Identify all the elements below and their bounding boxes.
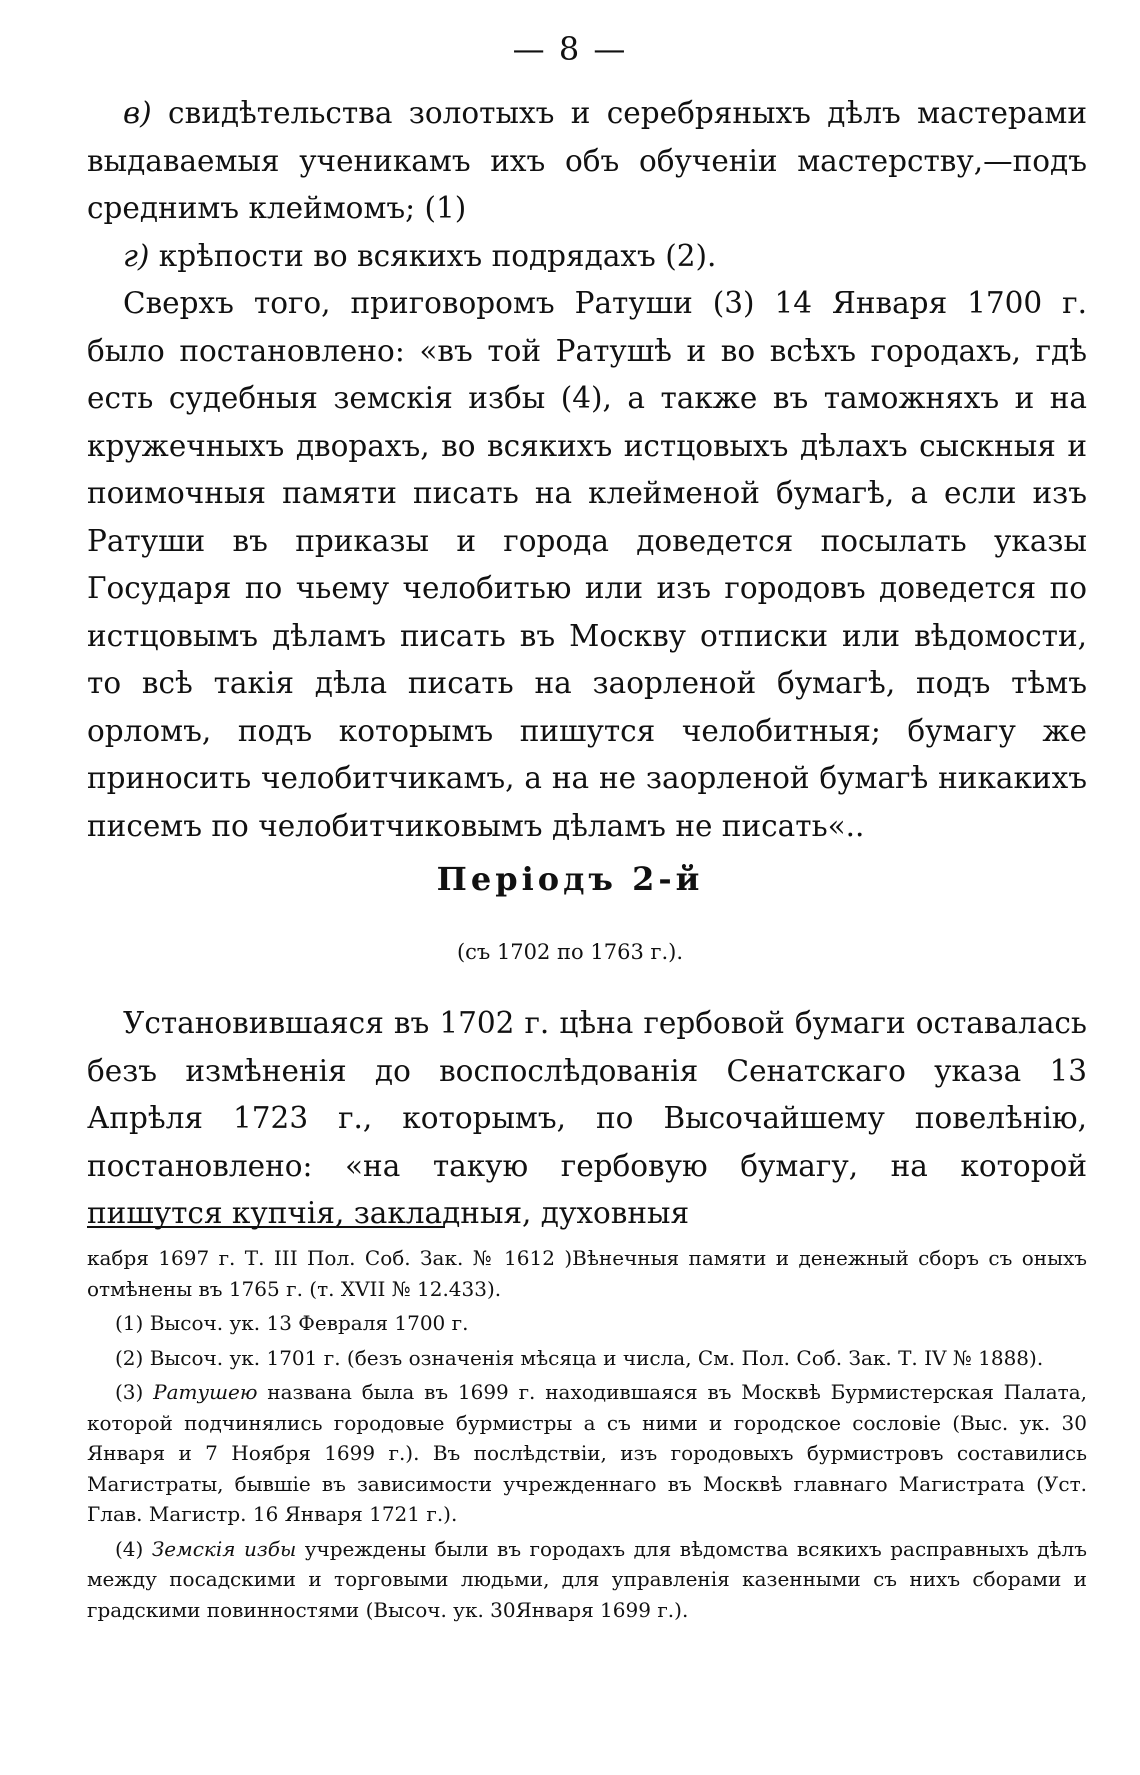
section-subheading: (съ 1702 по 1763 г.).: [456, 940, 684, 964]
section-heading: Періодъ 2-й: [436, 860, 704, 898]
footnote-divider: [87, 1226, 445, 1228]
footnote-1: (1) Высоч. ук. 13 Февраля 1700 г.: [115, 1311, 469, 1335]
paragraph-second: Установившаяся въ 1702 г. цѣна гербовой бумаги оставалась безъ измѣненія до воспослѣдованія Сенатскаго указа 13 Апрѣля 1723 г., которымъ, по Высочайшему повелѣнію, постановлено: «на такую гербовую бумагу, на которой пишутся купчія, закладныя, духовныя: [87, 1006, 1087, 1230]
footnote-continuation: кабря 1697 г. Т. III Пол. Соб. Зак. № 1612 )Вѣнечныя памяти и денежный сборъ съ оныхъ отмѣнены въ 1765 г. (т. XVII № 12.433).: [87, 1246, 1087, 1301]
footnotes: [87, 1243, 1087, 1629]
main-text-top: [87, 90, 1087, 850]
page-number: — 8 —: [512, 30, 628, 68]
footnote-4-number: (4): [115, 1536, 144, 1561]
paragraph-ratusha: Сверхъ того, приговоромъ Ратуши (3) 14 Января 1700 г. было постановлено: «въ той Ратушѣ и во всѣхъ городахъ, гдѣ есть судебныя земскія избы (4), а также въ таможняхъ и на кружечныхъ дворахъ, во всякихъ истцовыхъ дѣлахъ сыскныя и поимочныя памяти писать на клейменой бумагѣ, а если изъ Ратуши въ приказы и города доведется посылать указы Государя по чьему челобитью или изъ городовъ доведется по истцовымъ дѣламъ писать въ Москву отписки или вѣдомости, то всѣ такія дѣла писать на заорленой бумагѣ, подъ тѣмъ орломъ, подъ которымъ пишутся челобитныя; бумагу же приносить челобитчикамъ, а на не заорленой бумагѣ никакихъ писемъ по челобитчиковымъ дѣламъ не писать«..: [87, 286, 1087, 843]
list-label-g: г): [123, 238, 150, 273]
footnote-3: [87, 1377, 1087, 1530]
list-item-g: [87, 233, 1087, 281]
footnote-3-text: названа была въ 1699 г. находившаяся въ Москвѣ Бурмистерская Палата, которой подчинялись городовые бурмистры а съ ними и городское сословіе (Выс. ук. 30 Января и 7 Ноября 1699 г.). Въ послѣдствіи, изъ городовыхъ бурмистровъ составились Магистраты, бывшіе въ зависимости учрежденнаго въ Москвѣ главнаго Магистрата (Уст. Глав. Магистр. 16 Января 1721 г.).: [87, 1380, 1088, 1526]
footnote-2: (2) Высоч. ук. 1701 г. (безъ означенія мѣсяца и числа, См. Пол. Соб. Зак. Т. IV № 1888).: [115, 1345, 1044, 1370]
main-text-second: [87, 1000, 1087, 1238]
footnote-4: [87, 1534, 1087, 1626]
list-text-v: свидѣтельства золотыхъ и серебряныхъ дѣлъ мастерами выдаваемыя ученикамъ ихъ объ обученіи мастерству,—подъ среднимъ клеймомъ; (1): [87, 96, 1087, 225]
list-item-v: [87, 90, 1087, 233]
list-text-g: крѣпости во всякихъ подрядахъ (2).: [149, 238, 717, 273]
footnote-3-term: Ратушею: [153, 1380, 258, 1404]
list-label-v: в): [123, 96, 152, 130]
footnote-4-term: Земскія избы: [151, 1536, 297, 1561]
footnote-3-number: (3): [115, 1380, 144, 1404]
footnote-4-text: учреждены были въ городахъ для вѣдомства всякихъ расправныхъ дѣлъ между посадскими и торговыми людьми, для управленія казенными съ нихъ сборами и градскими повинностями (Высоч. ук. 30Января 1699 г.).: [87, 1536, 1087, 1622]
